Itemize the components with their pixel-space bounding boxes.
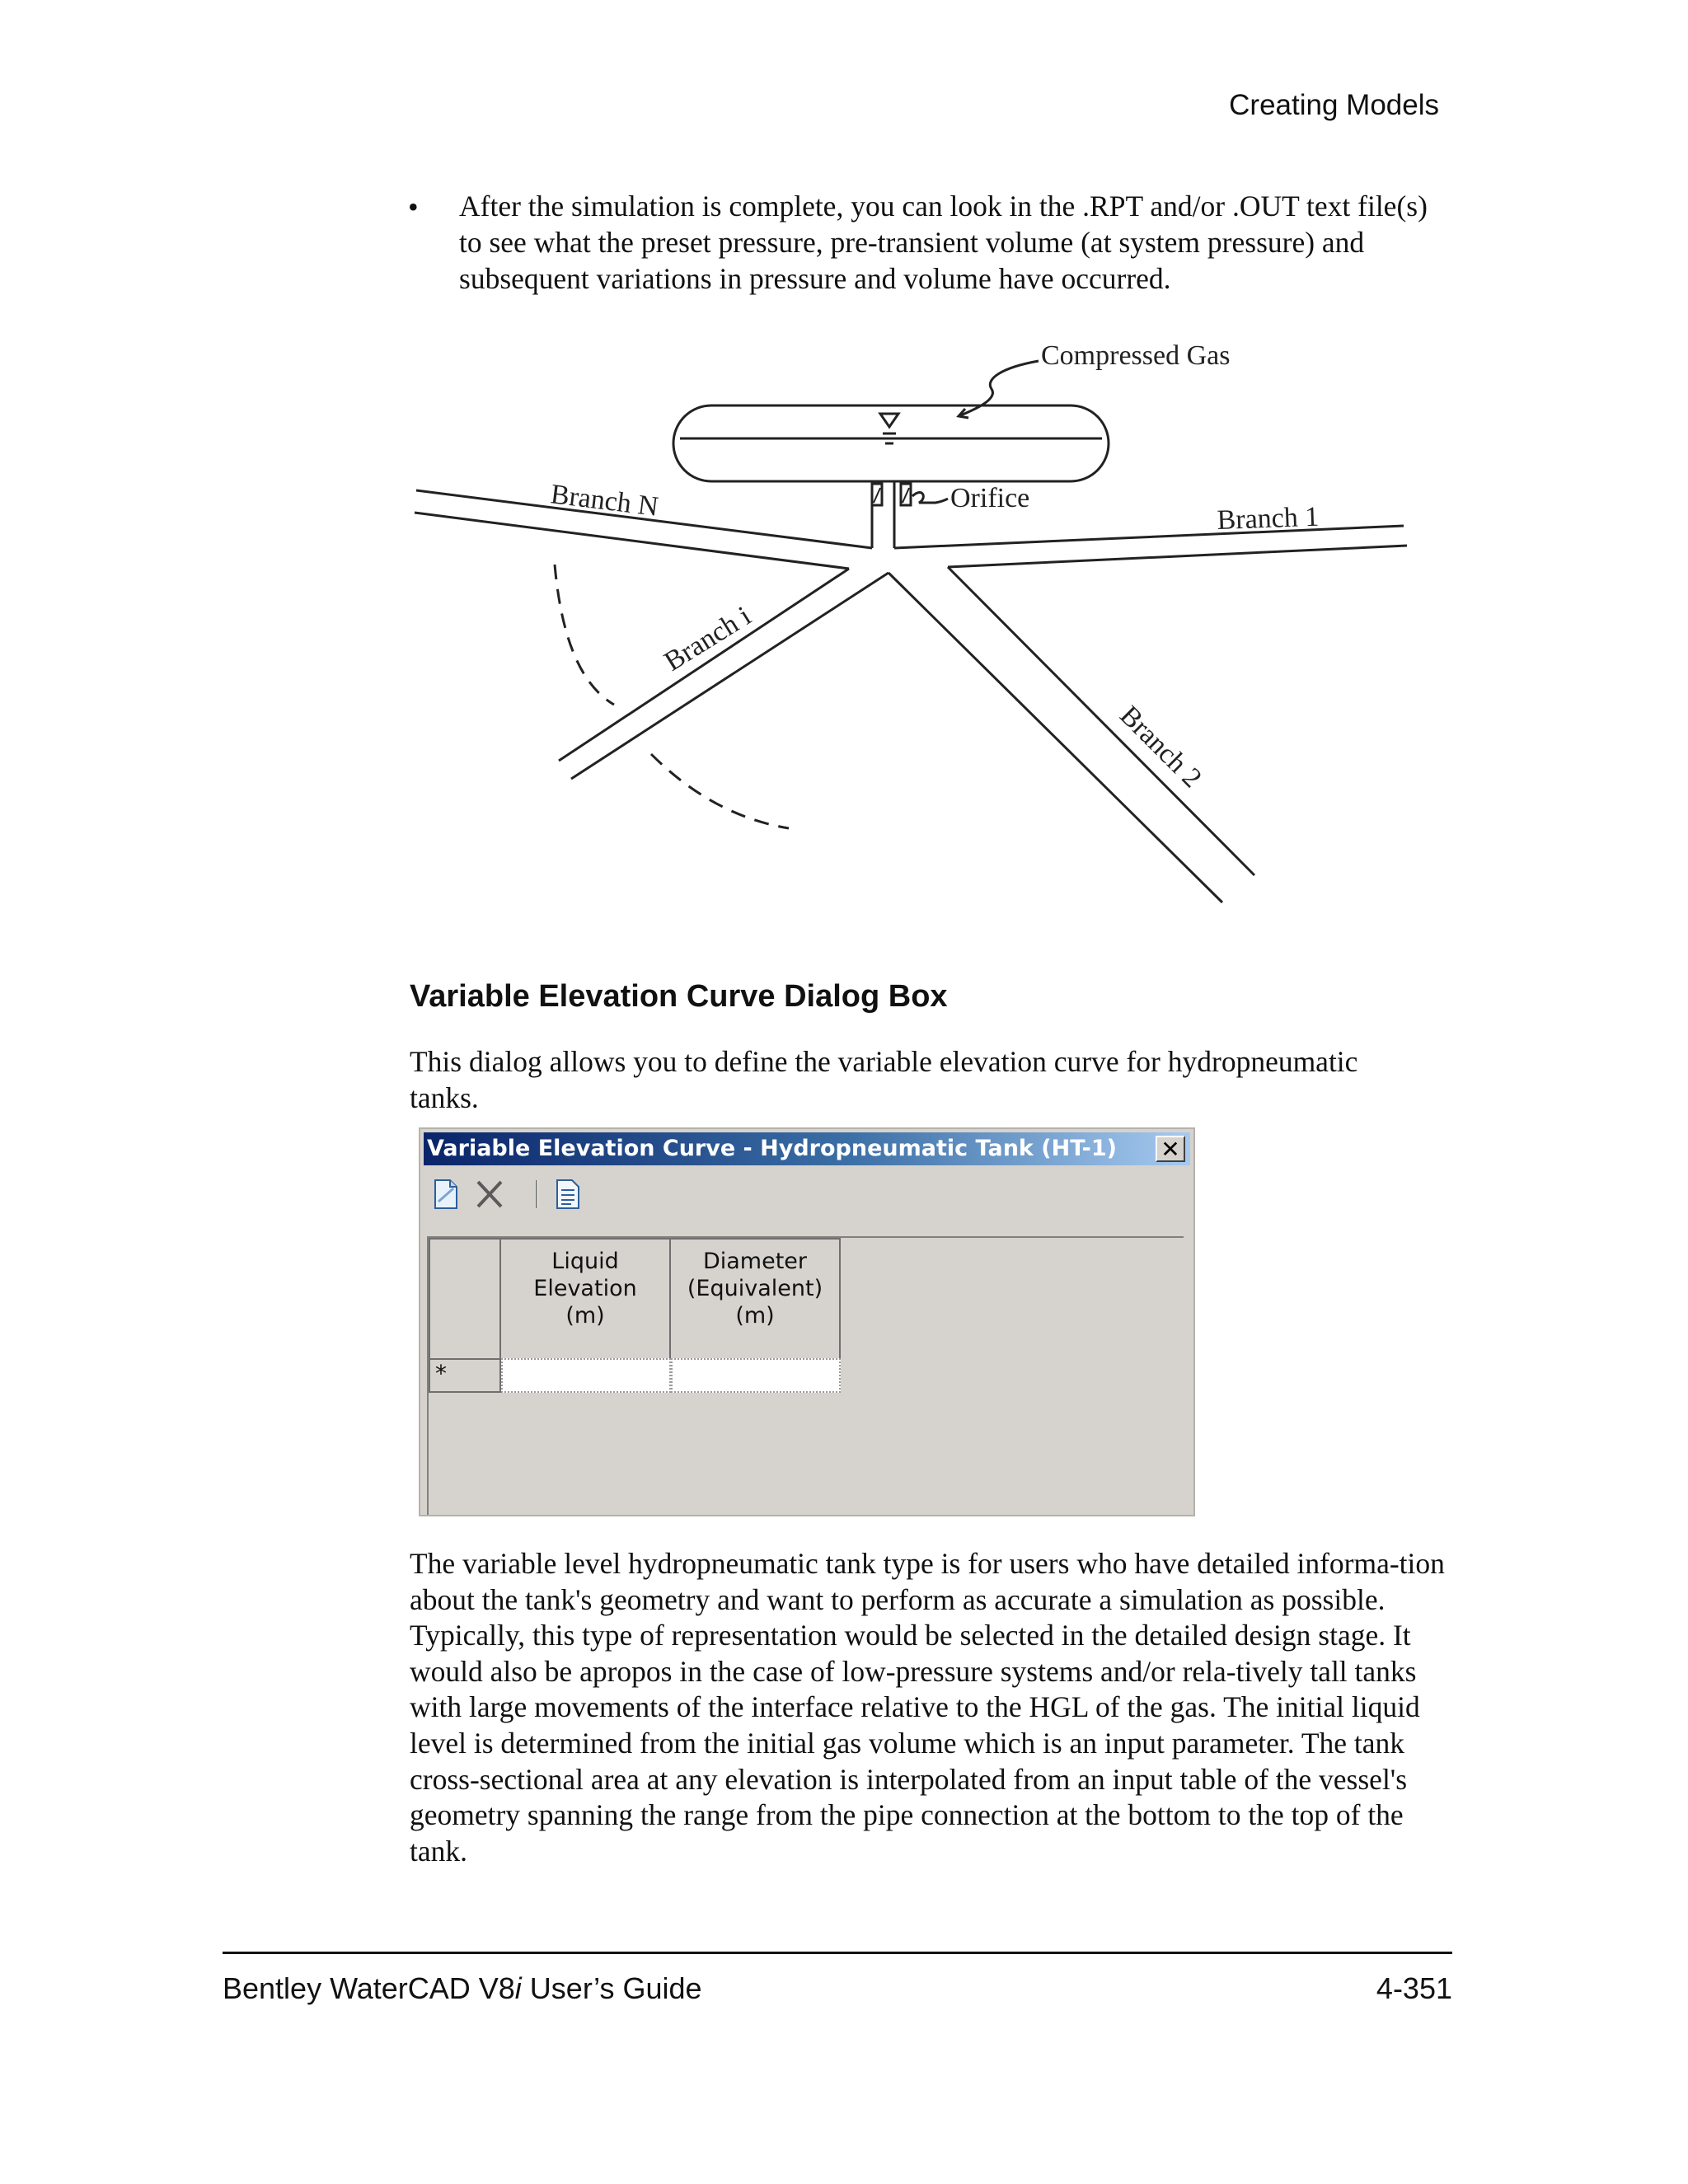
hydropneumatic-tank-diagram xyxy=(408,330,1422,923)
column-header-diameter-equivalent[interactable] xyxy=(669,1238,841,1360)
label-branch-i: Branch i xyxy=(659,600,757,677)
bullet-marker: • xyxy=(408,190,419,223)
new-row-symbol: * xyxy=(435,1360,447,1387)
water-level-symbol xyxy=(880,414,898,427)
label-branch-1: Branch 1 xyxy=(1216,501,1320,536)
toolbar-separator xyxy=(536,1180,538,1208)
body-paragraph: The variable level hydropneumatic tank type is for users who have detailed informa-tion about the tank's geometry and want to perform as accurate a simulation as possible. Typically, this type of representation would be selected in the detailed design stage. It would also be apropos in the case of low-pressure systems and/or rela-tively tall tanks with large movements of the interface relative to the HGL of the gas. The initial liquid level is determined from the initial gas volume which is an input parameter. The tank cross-sectional area at any elevation is interpolated from an input table of the vessel's geometry spanning the range from the pipe connection at the bottom to the top of the tank. xyxy=(410,1547,1445,1868)
grid-corner-header xyxy=(429,1238,501,1360)
new-row-liquid-elevation-cell[interactable] xyxy=(501,1358,671,1393)
branch-1-upper xyxy=(894,526,1404,548)
compressed-gas-leader xyxy=(959,361,1039,416)
branch-2-right xyxy=(948,567,1254,875)
label-branch-n: Branch N xyxy=(549,479,660,523)
running-header: Creating Models xyxy=(1229,89,1439,121)
label-branch-2: Branch 2 xyxy=(1114,700,1207,794)
report-icon[interactable] xyxy=(551,1177,584,1212)
dashed-arc xyxy=(555,565,789,828)
elevation-curve-grid xyxy=(427,1236,1184,1515)
new-row-marker[interactable] xyxy=(429,1358,501,1393)
variable-elevation-curve-dialog xyxy=(419,1127,1195,1516)
bullet-text: After the simulation is complete, you can look in the .RPT and/or .OUT text file(s) to see what the preset pressure, pre-transient volume (at system pressure) and subsequent variations in pressure and volume have occurred. xyxy=(459,190,1428,295)
column-header-text: Liquid xyxy=(551,1249,619,1274)
intro-paragraph: This dialog allows you to define the variable elevation curve for hydropneumatic tanks. xyxy=(410,1045,1358,1114)
branch-1-lower xyxy=(948,546,1407,567)
dialog-toolbar xyxy=(429,1177,593,1212)
footer-guide-title xyxy=(223,1971,702,2006)
label-compressed-gas: Compressed Gas xyxy=(1041,340,1231,371)
guide-title-italic: i xyxy=(514,1971,522,2005)
guide-title-suffix: User’s Guide xyxy=(521,1971,702,2005)
footer-rule xyxy=(223,1952,1452,1954)
dialog-title: Variable Elevation Curve - Hydropneumatic Tank (HT-1) xyxy=(427,1136,1117,1161)
new-row-diameter-cell[interactable] xyxy=(671,1358,841,1393)
orifice-leader xyxy=(912,492,948,503)
column-header-text: (Equivalent) xyxy=(687,1276,823,1301)
section-heading: Variable Elevation Curve Dialog Box xyxy=(410,979,948,1014)
column-header-unit: (m) xyxy=(735,1303,775,1329)
guide-title-prefix: Bentley WaterCAD V8 xyxy=(223,1971,515,2005)
column-header-text: Diameter xyxy=(702,1249,808,1274)
branch-i-upper xyxy=(559,569,849,761)
column-header-liquid-elevation[interactable] xyxy=(499,1238,671,1360)
dialog-titlebar[interactable] xyxy=(424,1132,1190,1165)
label-orifice: Orifice xyxy=(950,483,1030,513)
page-number: 4-351 xyxy=(1376,1971,1452,2005)
branch-i-lower xyxy=(571,573,889,779)
column-header-text: Elevation xyxy=(533,1276,637,1301)
branch-n-lower xyxy=(415,513,849,569)
close-button[interactable]: ✕ xyxy=(1156,1136,1185,1162)
column-header-unit: (m) xyxy=(565,1303,605,1329)
delete-icon[interactable] xyxy=(473,1177,506,1212)
new-icon[interactable] xyxy=(429,1177,462,1212)
